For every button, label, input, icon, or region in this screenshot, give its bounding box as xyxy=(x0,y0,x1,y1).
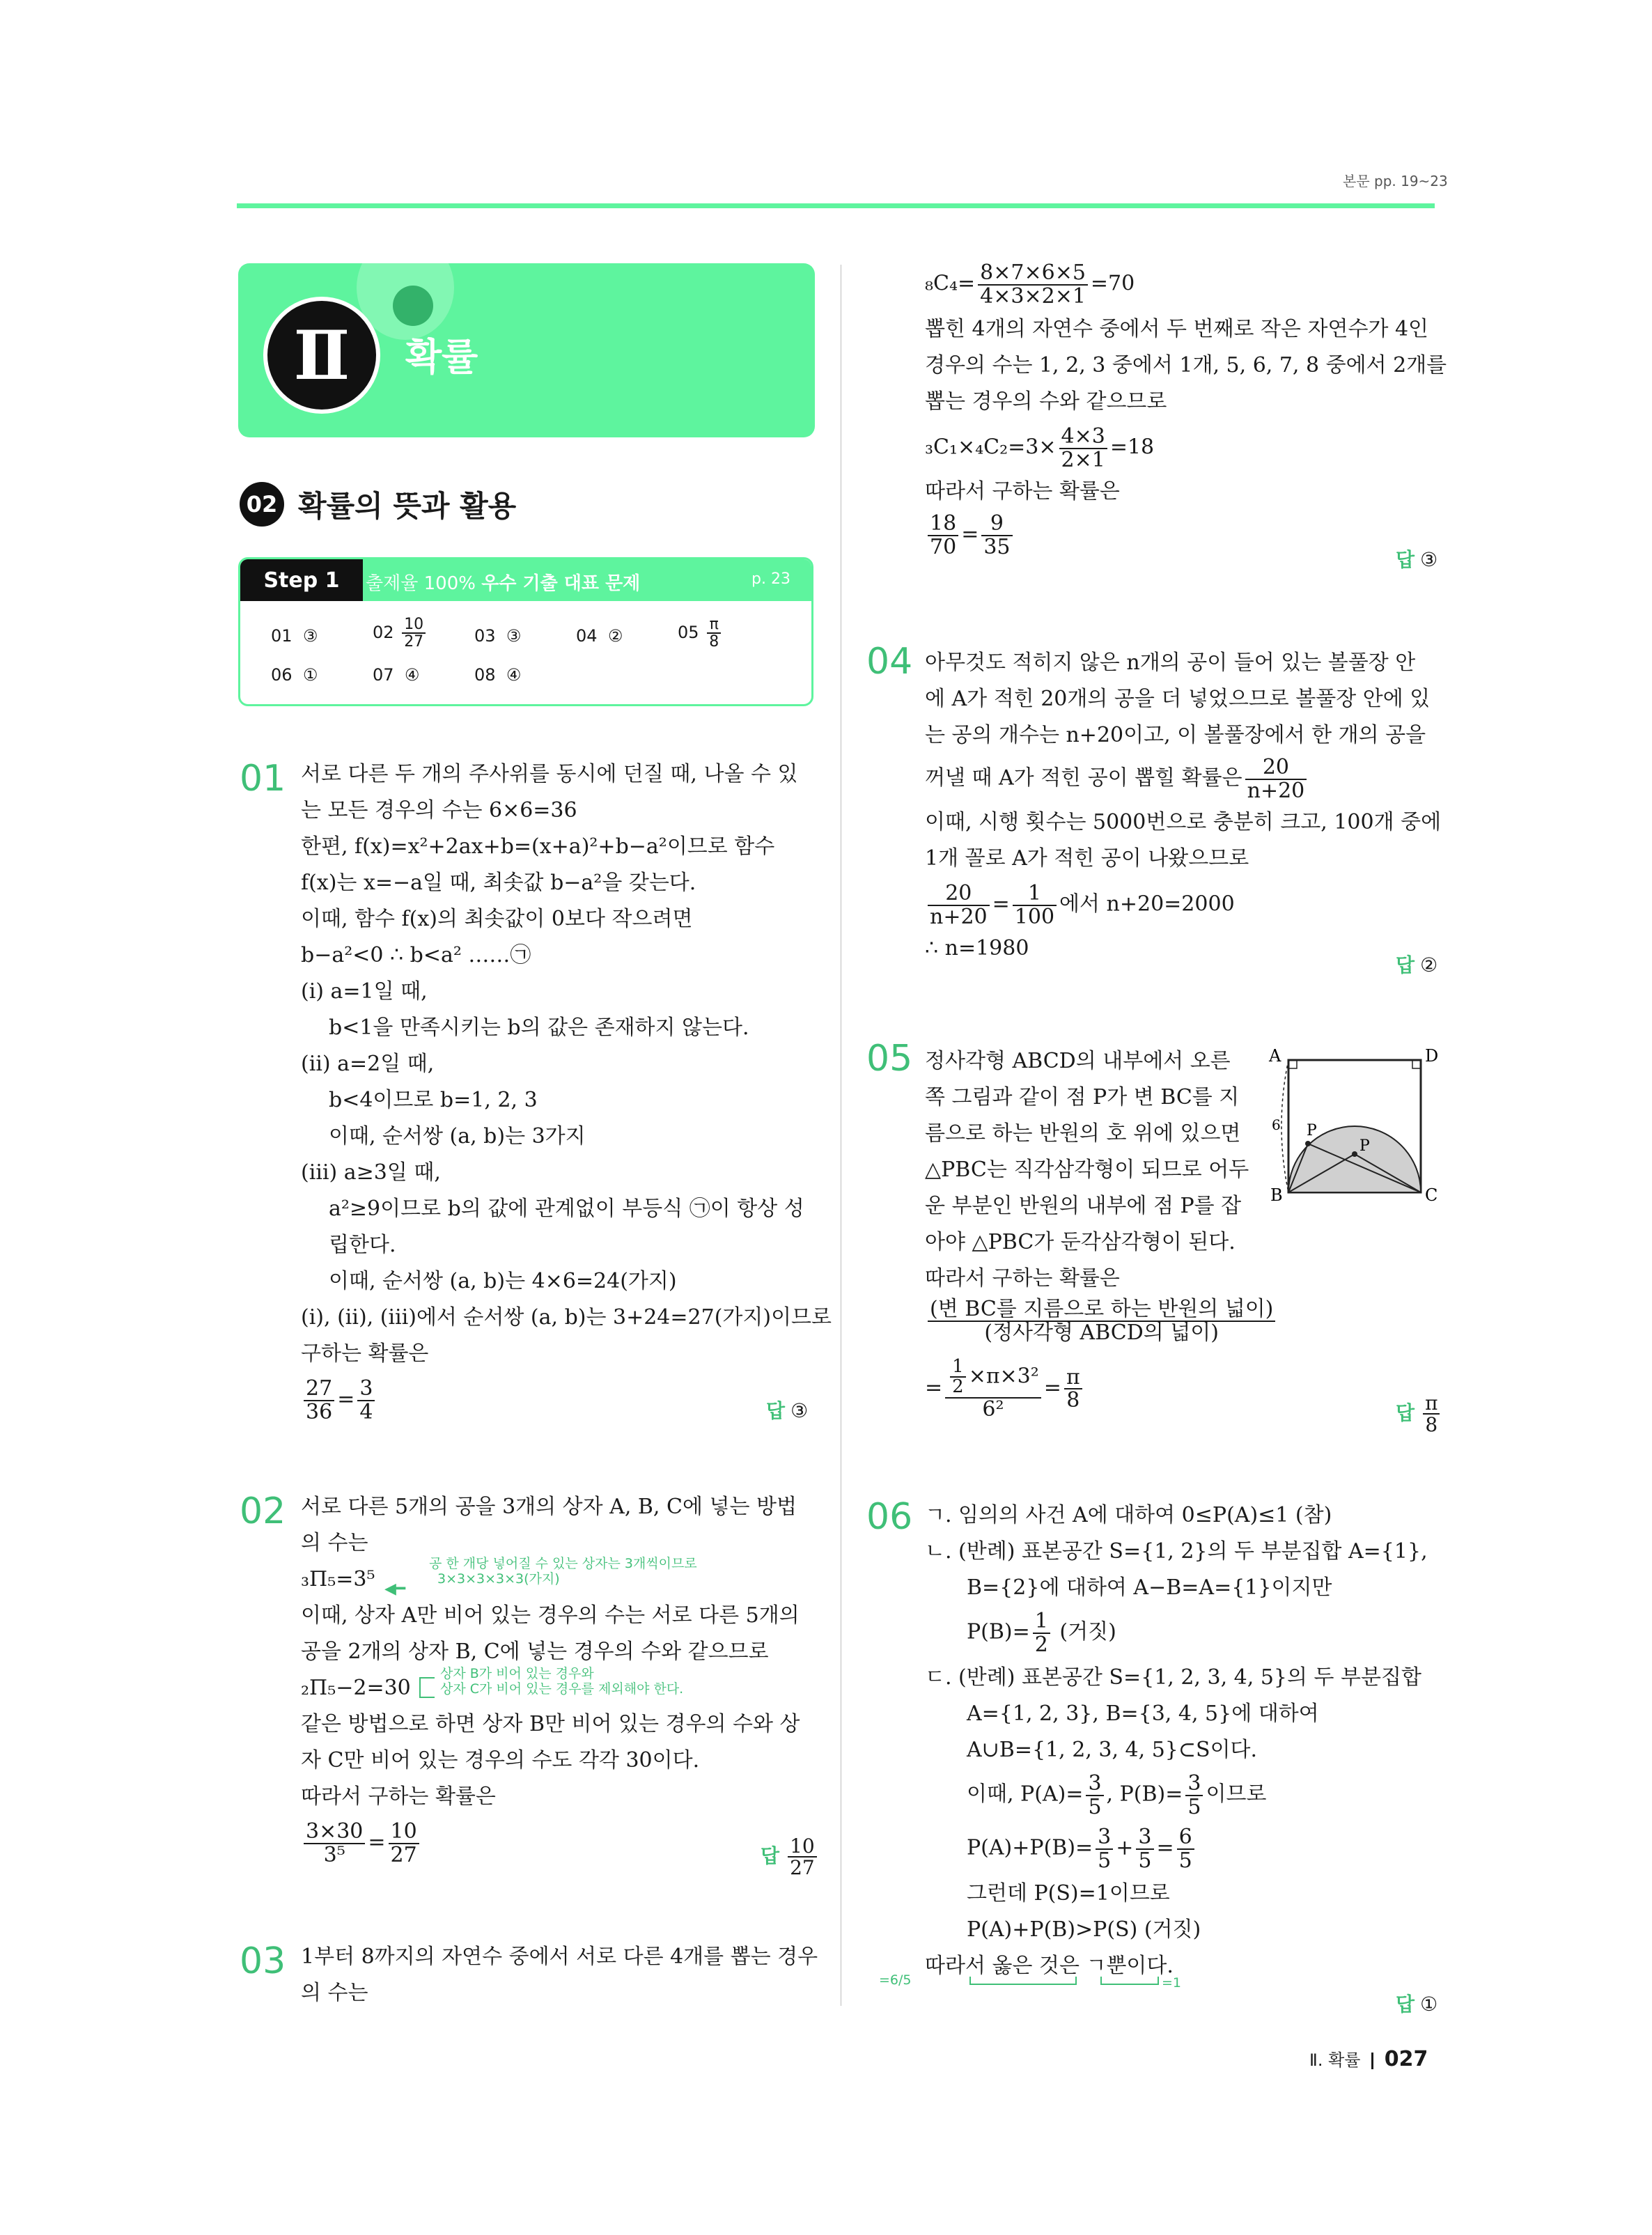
probability-expression: $\frac{18}{70}$ = $\frac{9}{35}$ xyxy=(925,513,1440,558)
problem-04-solution xyxy=(925,645,1440,967)
probability-expression: $\frac{27}{36}$ = $\frac{3}{4}$ xyxy=(301,1378,816,1423)
solution-line: 따라서 옳은 것은 ㄱ뿐이다. xyxy=(925,1954,1174,1978)
vertex-label-a: A xyxy=(1269,1046,1281,1066)
solution-line: 구하는 확률은 xyxy=(301,1341,429,1366)
solution-line: ㄷ. (반례) 표본공간 S={1, 2, 3, 4, 5}의 두 부분집합 xyxy=(925,1665,1421,1690)
solution-line: 에 A가 적힌 20개의 공을 더 넣었으므로 볼풀장 안에 있 xyxy=(925,687,1431,711)
solution-line: 의 수는 xyxy=(301,1981,368,2005)
banner-decoration-dot xyxy=(393,286,433,326)
solution-line: 뽑힌 4개의 자연수 중에서 두 번째로 작은 자연수가 4인 xyxy=(925,317,1429,341)
answer: 답 ③ xyxy=(766,1399,809,1422)
bracket-icon xyxy=(419,1677,435,1698)
solution-line: 공을 2개의 상자 B, C에 넣는 경우의 수와 같으므로 xyxy=(301,1640,769,1664)
solution-line: 서로 다른 두 개의 주사위를 동시에 던질 때, 나올 수 있 xyxy=(301,762,798,786)
step-answer-item: 05 $\frac{\pi}{8}$ xyxy=(678,616,724,650)
footer-chapter: Ⅱ. 확률 xyxy=(1309,2050,1361,2070)
solution-line: 쪽 그림과 같이 점 P가 변 BC를 지 xyxy=(925,1085,1240,1109)
answer: 답 $\frac{10}{27}$ xyxy=(761,1836,820,1878)
solution-line: 이때, 시행 횟수는 5000번으로 충분히 크고, 100개 중에 xyxy=(925,810,1442,834)
side-length-label: 6 xyxy=(1272,1116,1281,1133)
permutation-expression: ₂Π₅−2=30 xyxy=(301,1676,411,1700)
solution-line: ∴ n=1980 xyxy=(925,936,1029,960)
solution-line: 의 수는 xyxy=(301,1531,368,1555)
point-label-p: P xyxy=(1307,1122,1317,1139)
case-heading: (ⅲ) a≥3일 때, xyxy=(301,1160,441,1185)
solution-line: 서로 다른 5개의 공을 3개의 상자 A, B, C에 넣는 방법 xyxy=(301,1495,797,1519)
solution-line: (ⅰ), (ⅱ), (ⅲ)에서 순서쌍 (a, b)는 3+24=27(가지)이므로 xyxy=(301,1305,832,1330)
solution-line: 이때, 순서쌍 (a, b)는 3가지 xyxy=(329,1124,586,1148)
case-heading: (ⅰ) a=1일 때, xyxy=(301,979,428,1004)
combination-expression: ₈C₄= $\frac{8\times 7\times 6\times 5}{4\times 3\times 2\times 1}$ =70 xyxy=(925,260,1135,309)
solution-line: 이때, 함수 f(x)의 최솟값이 0보다 작으려면 xyxy=(301,907,693,931)
chapter-banner xyxy=(238,263,815,437)
solution-line: 정사각형 ABCD의 내부에서 오른 xyxy=(925,1049,1231,1073)
solution-line: 아야 △PBC가 둔각삼각형이 된다. xyxy=(925,1230,1236,1254)
problem-03-continued xyxy=(925,260,1447,559)
vertex-label-b: B xyxy=(1270,1185,1283,1205)
solution-line: 한편, f(x)=x²+2ax+b=(x+a)²+b−a²이므로 함수 xyxy=(301,834,775,859)
solution-line: 같은 방법으로 하면 상자 B만 비어 있는 경우의 수와 상 xyxy=(301,1712,800,1736)
solution-line: 이때, 상자 A만 비어 있는 경우의 수는 서로 다른 5개의 xyxy=(301,1603,800,1628)
solution-line: 꺼낼 때 A가 적힌 공이 뽑힐 확률은 $\frac{20}{n+20}$ xyxy=(925,756,1440,802)
solution-line: 립한다. xyxy=(329,1233,396,1257)
solution-line xyxy=(301,1556,816,1598)
problem-number: 01 xyxy=(240,758,286,800)
annotation-note: 상자 B가 비어 있는 경우와 상자 C가 비어 있는 경우를 제외해야 한다. xyxy=(440,1666,684,1697)
square-semicircle-figure xyxy=(1268,1046,1442,1206)
section-number-badge xyxy=(240,482,284,527)
solution-line: B={2}에 대하여 A−B=A={1}이지만 xyxy=(967,1575,1332,1600)
footer xyxy=(1309,2046,1428,2071)
solution-line: 는 공의 개수는 n+20이고, 이 볼풀장에서 한 개의 공을 xyxy=(925,723,1426,747)
step-answer-item: 06 ① xyxy=(271,665,318,685)
solution-line: ㄴ. (반례) 표본공간 S={1, 2}의 두 부분집합 A={1}, xyxy=(925,1539,1428,1564)
underbrace-right xyxy=(1100,1977,1159,1985)
step-desc-bold: 우수 기출 대표 문제 xyxy=(481,573,641,594)
step-answer-item: 03 ③ xyxy=(474,626,522,646)
calculation-line: = $\frac{1}{2}$ ×π×3² 6² = $\frac{\pi}{8}$ xyxy=(925,1357,1440,1420)
page-number: 027 xyxy=(1384,2047,1428,2071)
permutation-expression: ₃Π₅=3⁵ xyxy=(301,1567,375,1591)
solution-line: f(x)는 x=−a일 때, 최솟값 b−a²을 갖는다. xyxy=(301,871,696,895)
vertex-label-d: D xyxy=(1425,1046,1439,1066)
solution-line xyxy=(301,1666,816,1706)
answer: 답 ③ xyxy=(1396,548,1438,571)
header-rule xyxy=(237,203,1435,208)
area-ratio-fraction: $\frac{\text{(변 BC를 지름으로 하는 반원의 넓이)}}{\text{(정사각형 ABCD의 넓이)}}$ xyxy=(925,1298,1440,1344)
step-label-tab xyxy=(240,559,363,601)
solution-line: b<4이므로 b=1, 2, 3 xyxy=(329,1088,538,1112)
arrow-icon: ◀━ xyxy=(384,1580,406,1598)
annotation-note: 공 한 개당 넣어질 수 있는 상자는 3개씩이므로 3×3×3×3×3(가지) xyxy=(429,1556,697,1587)
step-box xyxy=(238,557,813,706)
underbrace-left xyxy=(969,1977,1077,1985)
step-answer-item: 07 ④ xyxy=(373,665,420,685)
solution-line: 는 모든 경우의 수는 6×6=36 xyxy=(301,798,577,823)
problem-03-solution xyxy=(301,1939,816,2011)
solution-line: 따라서 구하는 확률은 xyxy=(301,1784,496,1809)
problem-number: 02 xyxy=(240,1490,286,1532)
chapter-numeral: Ⅱ xyxy=(293,316,350,395)
annotation-note: =1 xyxy=(1162,1975,1182,1991)
step-answer-item: 02 $\frac{10}{27}$ xyxy=(373,616,428,650)
chapter-title: 확률 xyxy=(405,335,478,379)
section-title: 확률의 뜻과 활용 xyxy=(298,489,517,523)
solution-line: P(A)+P(B)>P(S) (거짓) xyxy=(967,1917,1201,1942)
solution-line: 따라서 구하는 확률은 xyxy=(925,479,1120,504)
step-page: p. 23 xyxy=(751,570,790,588)
solution-line: 1부터 8까지의 자연수 중에서 서로 다른 4개를 뽑는 경우 xyxy=(301,1945,818,1969)
problem-number: 05 xyxy=(866,1038,913,1080)
problem-06-solution xyxy=(925,1497,1440,1984)
problem-number: 06 xyxy=(866,1496,913,1538)
solution-line: 1개 꼴로 A가 적힌 공이 나왔으므로 xyxy=(925,846,1249,871)
answer: 답 ② xyxy=(1396,953,1438,976)
solution-line: A∪B={1, 2, 3, 4, 5}⊂S이다. xyxy=(967,1738,1258,1762)
section-number: 02 xyxy=(246,491,278,517)
step-answer-item: 01 ③ xyxy=(271,626,318,646)
solution-line: 아무것도 적히지 않은 n개의 공이 들어 있는 볼풀장 안 xyxy=(925,651,1416,675)
answer: 답 $\frac{\pi}{8}$ xyxy=(1396,1393,1442,1435)
annotation-note: =6/5 xyxy=(879,1972,912,1988)
solution-line: 자 C만 비어 있는 경우의 수도 각각 30이다. xyxy=(301,1748,700,1773)
solution-line: 름으로 하는 반원의 호 위에 있으면 xyxy=(925,1121,1241,1146)
combination-expression: ₃C₁×₄C₂=3× $\frac{4\times 3}{2\times 1}$ =18 xyxy=(925,424,1155,472)
step-description xyxy=(366,569,640,595)
solution-line: P(A)+P(B)= $\frac{3}{5}$ + $\frac{3}{5}$ = $\frac{6}{5}$ xyxy=(925,1826,1440,1871)
problem-number: 03 xyxy=(240,1940,286,1982)
footer-separator xyxy=(1371,2053,1373,2069)
solution-line: A={1, 2, 3}, B={3, 4, 5}에 대하여 xyxy=(967,1701,1319,1726)
solution-line: 따라서 구하는 확률은 xyxy=(925,1266,1120,1291)
step-answer-item: 08 ④ xyxy=(474,665,522,685)
page-reference: 본문 pp. 19~23 xyxy=(1343,173,1448,189)
solution-line: 이때, P(A)= $\frac{3}{5}$ , P(B)= $\frac{3}{5}$ 이므로 xyxy=(967,1771,1267,1819)
solution-line: a²≥9이므로 b의 값에 관계없이 부등식 ㉠이 항상 성 xyxy=(329,1197,804,1221)
solution-line: 운 부분인 반원의 내부에 점 P를 잡 xyxy=(925,1194,1242,1218)
solution-line: b−a²<0 ∴ b<a² ……㉠ xyxy=(301,943,531,967)
answer: 답 ① xyxy=(1396,1993,1438,2016)
step-label: Step 1 xyxy=(263,568,340,593)
vertex-label-c: C xyxy=(1425,1185,1438,1205)
problem-02-solution xyxy=(301,1489,816,1866)
solution-line: 경우의 수는 1, 2, 3 중에서 1개, 5, 6, 7, 8 중에서 2개를 xyxy=(925,353,1447,377)
solution-line: 뽑는 경우의 수와 같으므로 xyxy=(925,389,1167,414)
case-heading: (ⅱ) a=2일 때, xyxy=(301,1052,435,1076)
solution-line: P(B)= $\frac{1}{2}$ (거짓) xyxy=(967,1609,1116,1657)
solution-line: △PBC는 직각삼각형이 되므로 어두 xyxy=(925,1158,1249,1182)
chapter-numeral-circle xyxy=(263,297,380,414)
solution-line: 그런데 P(S)=1이므로 xyxy=(967,1881,1170,1906)
solution-line: ㄱ. 임의의 사건 A에 대하여 0≤P(A)≤1 (참) xyxy=(925,1503,1332,1527)
problem-01-solution xyxy=(301,756,832,1424)
solution-line: b<1을 만족시키는 b의 값은 존재하지 않는다. xyxy=(329,1015,749,1040)
probability-expression: $\frac{3\times 30}{\text{3⁵}}$ = $\frac{10}{27}$ xyxy=(301,1821,816,1866)
equation-line: $\frac{20}{n+20}$ = $\frac{1}{100}$ 에서 n+20=2000 xyxy=(925,882,1440,928)
step-desc-prefix: 출제율 100% xyxy=(366,573,476,594)
step-answer-item: 04 ② xyxy=(576,626,623,646)
point-label-p: P xyxy=(1359,1137,1370,1155)
solution-line: 이때, 순서쌍 (a, b)는 4×6=24(가지) xyxy=(329,1269,677,1293)
problem-number: 04 xyxy=(866,641,913,683)
